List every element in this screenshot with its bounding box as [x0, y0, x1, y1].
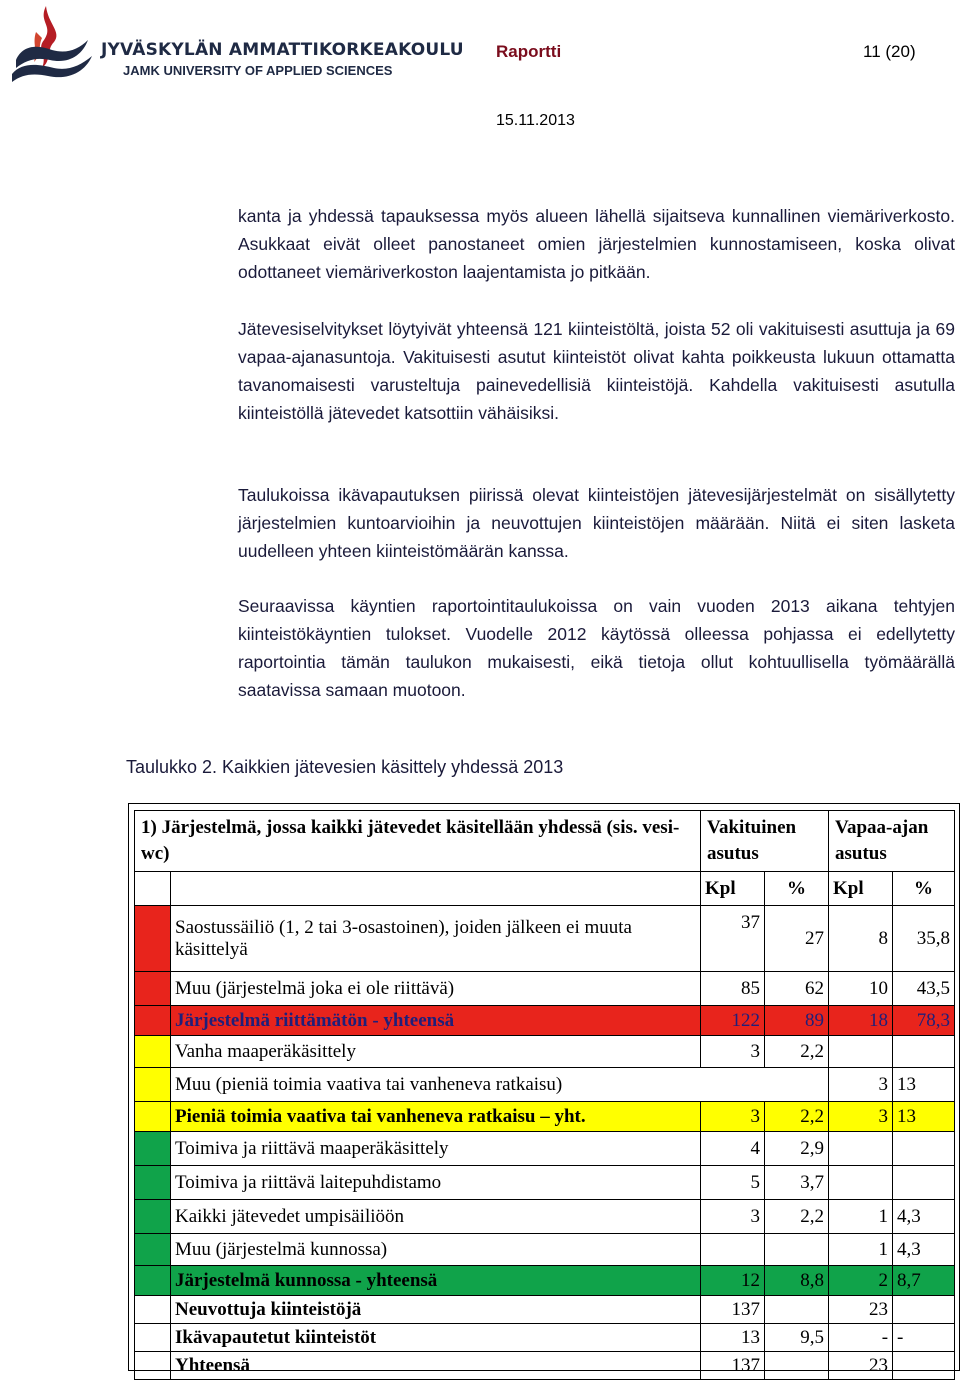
table-row [135, 1036, 955, 1068]
cell [829, 1132, 893, 1166]
cell: 13 [893, 1068, 955, 1102]
cell [765, 1234, 829, 1266]
cell: - [893, 1324, 955, 1352]
logo-subtitle: JAMK UNIVERSITY OF APPLIED SCIENCES [123, 63, 393, 78]
row-label: Muu (järjestelmä kunnossa) [171, 1234, 701, 1266]
table-row-total-red [135, 1006, 955, 1036]
cell: 4,3 [893, 1200, 955, 1234]
cell: 10 [829, 972, 893, 1006]
cell [893, 1352, 955, 1380]
table-header-row [135, 811, 955, 872]
row-label: Vanha maaperäkäsittely [171, 1036, 701, 1068]
status-color-cell [135, 1200, 171, 1234]
cell: 2,9 [765, 1132, 829, 1166]
cell: 8,8 [765, 1266, 829, 1296]
row-label: Neuvottuja kiinteistöjä [171, 1296, 701, 1324]
row-label: Yhteensä [171, 1352, 701, 1380]
cell: 35,8 [893, 906, 955, 972]
cell: 3,7 [765, 1166, 829, 1200]
row-label: Ikävapautetut kiinteistöt [171, 1324, 701, 1352]
row-label: Toimiva ja riittävä laitepuhdistamo [171, 1166, 701, 1200]
page-number: 11 (20) [863, 42, 916, 61]
cell [765, 1296, 829, 1324]
flame-logo-icon [8, 2, 98, 92]
header-vapaa-ajan: Vapaa-ajan asutus [829, 811, 955, 872]
header-vakituinen: Vakituinen asutus [701, 811, 829, 872]
cell [893, 1296, 955, 1324]
cell: 2,2 [765, 1102, 829, 1132]
cell: 3 [829, 1102, 893, 1132]
cell: 3 [701, 1102, 765, 1132]
table-row [135, 1234, 955, 1266]
row-label: Pieniä toimia vaativa tai vanheneva ratkaisu – yht. [171, 1102, 701, 1132]
row-label: Järjestelmä kunnossa - yhteensä [171, 1266, 701, 1296]
status-color-cell [135, 972, 171, 1006]
cell: 9,5 [765, 1324, 829, 1352]
status-color-cell [135, 1006, 171, 1036]
table-row-total-green [135, 1266, 955, 1296]
cell: 62 [765, 972, 829, 1006]
status-color-cell [135, 1166, 171, 1200]
cell: 2,2 [765, 1036, 829, 1068]
cell: 27 [765, 906, 829, 972]
table-row [135, 972, 955, 1006]
cell: 8 [829, 906, 893, 972]
cell: 78,3 [893, 1006, 955, 1036]
cell: 37 [701, 906, 765, 972]
table-row [135, 906, 955, 972]
cell: 1 [829, 1234, 893, 1266]
cell: 2,2 [765, 1200, 829, 1234]
cell: 13 [893, 1102, 955, 1132]
cell: 122 [701, 1006, 765, 1036]
status-color-cell [135, 1036, 171, 1068]
logo-name: JYVÄSKYLÄN AMMATTIKORKEAKOULU [101, 40, 464, 60]
results-table [134, 810, 955, 1380]
cell [829, 1166, 893, 1200]
table-row [135, 1166, 955, 1200]
row-label: Saostussäiliö (1, 2 tai 3-osastoinen), joiden jälkeen ei muuta käsittelyä [171, 906, 701, 972]
table-row [135, 1132, 955, 1166]
cell: 137 [701, 1296, 765, 1324]
status-color-cell [135, 1266, 171, 1296]
cell: 12 [701, 1266, 765, 1296]
table-row-total-yellow [135, 1102, 955, 1132]
table-row [135, 1352, 955, 1380]
table-row [135, 1200, 955, 1234]
table-row [135, 1324, 955, 1352]
pct-header: % [765, 872, 829, 906]
kpl-header: Kpl [701, 872, 765, 906]
jamk-logo [8, 2, 464, 92]
table-row [135, 1296, 955, 1324]
cell [893, 1036, 955, 1068]
pct-header: % [893, 872, 955, 906]
cell: 4,3 [893, 1234, 955, 1266]
cell [893, 1166, 955, 1200]
cell: 23 [829, 1352, 893, 1380]
cell: 1 [829, 1200, 893, 1234]
cell [765, 1068, 829, 1102]
cell: 43,5 [893, 972, 955, 1006]
status-color-cell [135, 1234, 171, 1266]
cell: 18 [829, 1006, 893, 1036]
cell: 89 [765, 1006, 829, 1036]
report-date: 15.11.2013 [496, 112, 575, 129]
paragraph-3: Taulukoissa ikävapautuksen piirissä olevat kiinteistöjen jätevesijärjestelmät on sisällytetty järjestelmien kuntoarvioihin ja neuvottujen kiinteistöjen määrään. Niitä ei siten lasketa uudelleen yhteen kiinteistömäärän kanssa. [238, 485, 955, 561]
cell [893, 1132, 955, 1166]
row-label: Muu (järjestelmä joka ei ole riittävä) [171, 972, 701, 1006]
status-color-cell [135, 1068, 171, 1102]
table-subheader-row [135, 872, 955, 906]
cell [829, 1036, 893, 1068]
cell: 85 [701, 972, 765, 1006]
paragraph-2: Jätevesiselvitykset löytyivät yhteensä 121 kiinteistöltä, joista 52 oli vakituisesti asuttuja ja 69 vapaa-ajanasuntoja. Vakituisesti asutut kiinteistöt olivat kahta poikkeusta lukuun ottamatta tavanomaisesti varusteltuja painevedellisiä kiinteistöjä. Kahdella vakituisesti asutulla kiinteistöllä jätevedet katsottiin vähäisiksi. [238, 319, 955, 423]
cell: 2 [829, 1266, 893, 1296]
cell: 3 [701, 1200, 765, 1234]
report-title: Raportti [496, 42, 562, 61]
status-color-cell [135, 1132, 171, 1166]
cell: 3 [701, 1036, 765, 1068]
table-caption: Taulukko 2. Kaikkien jätevesien käsittely yhdessä 2013 [126, 757, 564, 777]
status-color-cell [135, 1102, 171, 1132]
cell: 13 [701, 1324, 765, 1352]
cell: 3 [829, 1068, 893, 1102]
paragraph-4: Seuraavissa käyntien raportointitaulukoissa on vain vuoden 2013 aikana tehtyjen kiinteistökäyntien tulokset. Vuodelle 2012 käytössä olleessa pohjassa ei edellytetty raportointia tämän taulukon mukaisesti, eikä tietoja ollut kohtuullisella työmäärällä saatavissa samaan muotoon. [238, 596, 955, 700]
kpl-header: Kpl [829, 872, 893, 906]
status-color-cell [135, 906, 171, 972]
cell [701, 1068, 765, 1102]
table-row [135, 1068, 955, 1102]
row-label: Kaikki jätevedet umpisäiliöön [171, 1200, 701, 1234]
cell: 8,7 [893, 1266, 955, 1296]
row-label: Muu (pieniä toimia vaativa tai vanheneva ratkaisu) [171, 1068, 701, 1102]
paragraph-1: kanta ja yhdessä tapauksessa myös alueen lähellä sijaitseva kunnallinen viemäriverkosto. Asukkaat eivät olleet panostaneet omien järjestelmien kunnostamiseen, koska olivat odottaneet viemäriverkoston laajentamista jo pitkään. [238, 206, 955, 282]
row-label: Järjestelmä riittämätön - yhteensä [171, 1006, 701, 1036]
cell [765, 1352, 829, 1380]
cell: - [829, 1324, 893, 1352]
table-header-title: 1) Järjestelmä, jossa kaikki jätevedet käsitellään yhdessä (sis. vesi-wc) [135, 811, 701, 872]
cell: 137 [701, 1352, 765, 1380]
cell: 23 [829, 1296, 893, 1324]
cell: 4 [701, 1132, 765, 1166]
row-label: Toimiva ja riittävä maaperäkäsittely [171, 1132, 701, 1166]
cell [701, 1234, 765, 1266]
cell: 5 [701, 1166, 765, 1200]
